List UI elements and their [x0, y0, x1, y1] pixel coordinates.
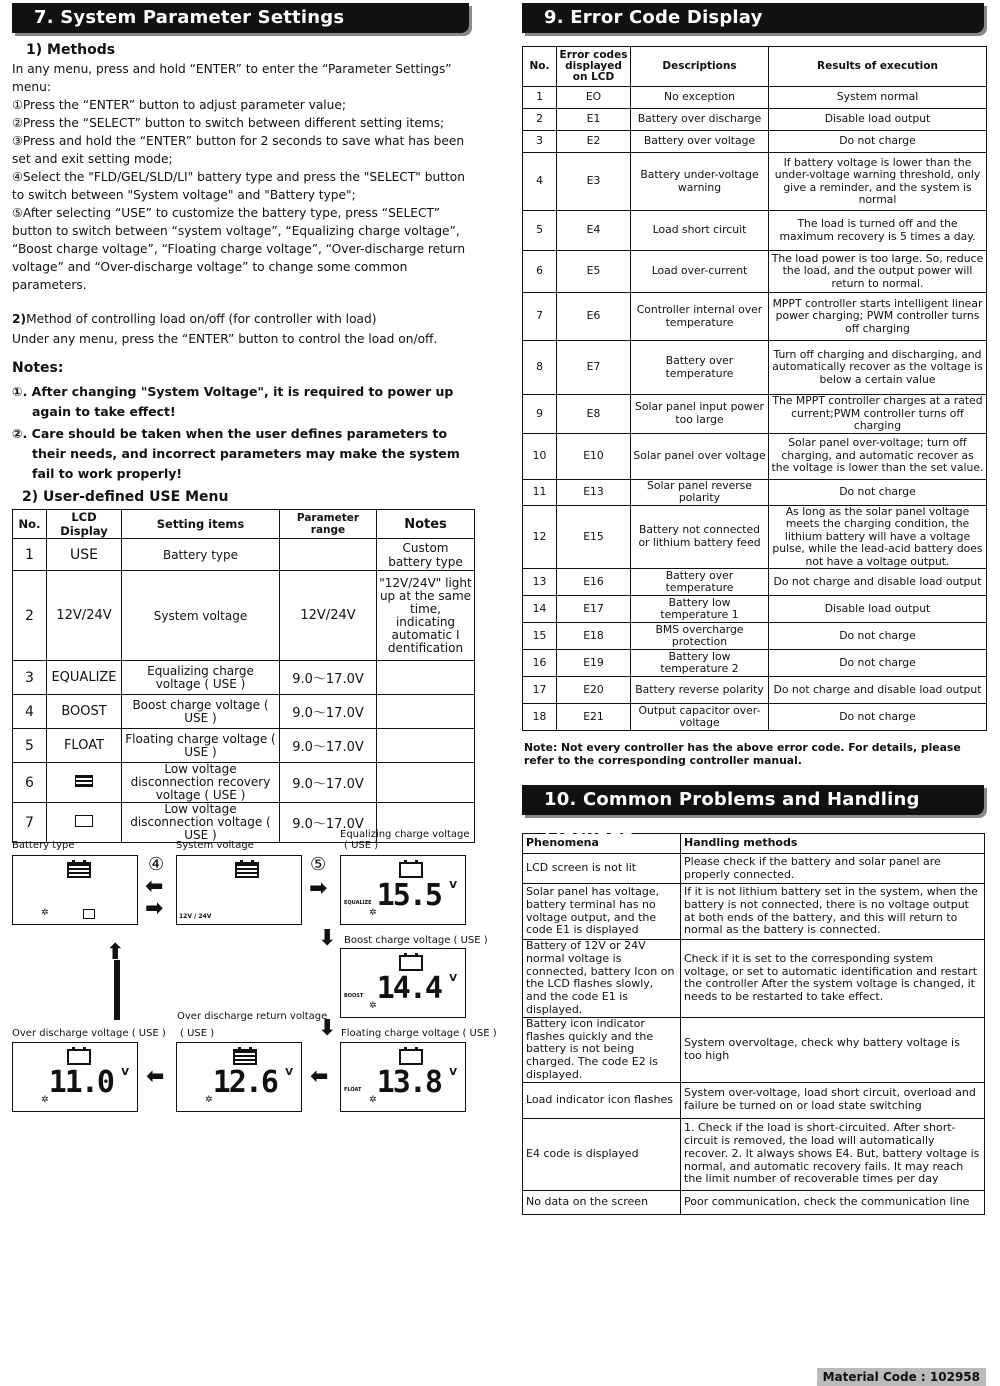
- cell-no: 13: [523, 569, 557, 596]
- cell-no: 8: [523, 341, 557, 395]
- method2-text: Under any menu, press the “ENTER” button to control the load on/off.: [12, 332, 438, 346]
- cell-code: E5: [557, 251, 631, 293]
- value-over-return: 12.6: [212, 1065, 277, 1100]
- cell-range: [280, 539, 377, 571]
- cell-handling: System overvoltage, check why battery voltage is too high: [681, 1017, 985, 1082]
- cell-code: EO: [557, 87, 631, 109]
- cell-result: The load is turned off and the maximum recovery is 5 times a day.: [769, 211, 987, 251]
- cell-code: E16: [557, 569, 631, 596]
- cell-handling: System over-voltage, load short circuit, overload and failure be turned on or load state switching: [681, 1082, 985, 1118]
- sun-icon: ✲: [41, 1095, 49, 1105]
- table-row: [523, 251, 987, 293]
- eq-lcd-text: EQUALIZE: [344, 900, 372, 906]
- cell-handling: If it is not lithium battery set in the system, when the battery is not connected, there is no voltage output at both ends of the battery, and this will return to normal as the battery is connected.: [681, 884, 985, 940]
- cell-no: 10: [523, 433, 557, 479]
- cell-code: E10: [557, 433, 631, 479]
- label-system-voltage: System voltage: [176, 840, 254, 851]
- table-row: [13, 539, 475, 571]
- cell-handling: Please check if the battery and solar panel are properly connected.: [681, 854, 985, 884]
- method2-number: 2): [12, 312, 27, 326]
- methods-line: ②Press the “SELECT” button to switch between different setting items;: [12, 116, 445, 130]
- table-row: [523, 650, 987, 677]
- table-row: [523, 704, 987, 731]
- cell-no: 4: [523, 153, 557, 211]
- cell-result: Solar panel over-voltage; turn off charging, and automatic recover as the voltage is lower than the set value.: [769, 433, 987, 479]
- table-row: [523, 433, 987, 479]
- cell-phenomena: LCD screen is not lit: [523, 854, 681, 884]
- table-row: [523, 1118, 985, 1190]
- lcd-system-voltage: [176, 855, 302, 925]
- cell-no: 9: [523, 395, 557, 434]
- cell-description: Solar panel over voltage: [631, 433, 769, 479]
- cell-description: No exception: [631, 87, 769, 109]
- value-boost: 14.4: [376, 971, 441, 1006]
- table-row: [523, 505, 987, 569]
- cell-note: [377, 763, 475, 803]
- value-over-discharge: 11.0: [48, 1065, 113, 1100]
- note-item: ①. After changing "System Voltage", it is required to power up again to take effect!: [12, 384, 454, 419]
- cell-range: 9.0～17.0V: [280, 729, 377, 763]
- table-row: [523, 884, 985, 940]
- battery-icon: [399, 955, 423, 971]
- step5-marker: ⑤: [310, 854, 327, 875]
- cell-handling: Check if it is set to the corresponding system voltage, or set to automatic identification and restart the controller After the system voltage is changed, it needs to be restarted to take effect.: [681, 940, 985, 1018]
- arrow-left-icon: ⬅: [310, 1064, 329, 1089]
- cell-item: Boost charge voltage ( USE ): [122, 695, 280, 729]
- section9-title: 9. Error Code Display: [522, 3, 984, 33]
- use-box-icon: [83, 909, 95, 919]
- cell-lcd: EQUALIZE: [47, 661, 122, 695]
- table-row: [523, 211, 987, 251]
- label-floating: Floating charge voltage ( USE ): [341, 1028, 497, 1039]
- cell-description: Battery not connected or lithium battery feed: [631, 505, 769, 569]
- cell-lcd: FLOAT: [47, 729, 122, 763]
- cell-note: Custom battery type: [377, 539, 475, 571]
- arrow-left-icon: ⬅: [146, 1064, 165, 1089]
- table-row: [523, 109, 987, 131]
- sun-icon: ✲: [369, 908, 377, 918]
- cell-code: E6: [557, 293, 631, 341]
- cell-result: Turn off charging and discharging, and automatically recover as the voltage is below a certain value: [769, 341, 987, 395]
- methods-text: [12, 60, 474, 294]
- table-row: [13, 763, 475, 803]
- label-equalizing: Equalizing charge voltage: [340, 829, 470, 840]
- battery-icon: [67, 862, 91, 878]
- error-code-rows: [523, 87, 987, 731]
- battery-full-icon: [47, 763, 122, 803]
- material-code-value: 102958: [929, 1370, 980, 1384]
- cell-description: Controller internal over temperature: [631, 293, 769, 341]
- cell-no: 3: [523, 131, 557, 153]
- arrow-up-icon: ⬆: [106, 940, 125, 965]
- cell-no: 11: [523, 479, 557, 505]
- cell-lcd: BOOST: [47, 695, 122, 729]
- methods-title: 1) Methods: [26, 42, 116, 58]
- notes-title: Notes:: [12, 360, 64, 376]
- cell-result: System normal: [769, 87, 987, 109]
- col-header: Phenomena: [523, 834, 681, 854]
- material-code-label: Material Code :: [822, 1370, 926, 1384]
- section7-title: 7. System Parameter Settings: [12, 3, 469, 33]
- method2-title-text: Method of controlling load on/off (for controller with load): [26, 312, 377, 326]
- arrow-right-icon: ➡: [145, 896, 164, 921]
- cell-code: E13: [557, 479, 631, 505]
- col-header: Notes: [377, 510, 475, 539]
- cell-no: 15: [523, 623, 557, 650]
- table-row: [523, 1082, 985, 1118]
- cell-lcd: USE: [47, 539, 122, 571]
- methods-line: ①Press the “ENTER” button to adjust parameter value;: [12, 98, 347, 112]
- cell-item: Equalizing charge voltage ( USE ): [122, 661, 280, 695]
- left-column: [12, 0, 477, 843]
- table-row: [523, 854, 985, 884]
- cell-description: Battery low temperature 1: [631, 596, 769, 623]
- menu-title: 2) User-defined USE Menu: [22, 489, 229, 505]
- cell-range: 12V/24V: [280, 571, 377, 661]
- cell-code: E18: [557, 623, 631, 650]
- cell-description: Battery over temperature: [631, 341, 769, 395]
- cell-result: Do not charge: [769, 131, 987, 153]
- cell-result: Disable load output: [769, 109, 987, 131]
- col-header: No.: [13, 510, 47, 539]
- table-row: [523, 479, 987, 505]
- cell-result: The load power is too large. So, reduce the load, and the output power will return to normal.: [769, 251, 987, 293]
- cell-description: Solar panel input power too large: [631, 395, 769, 434]
- cell-item: System voltage: [122, 571, 280, 661]
- method2-title: [12, 310, 477, 328]
- col-header: Parameter range: [280, 510, 377, 539]
- cell-code: E20: [557, 677, 631, 704]
- cell-no: 5: [13, 729, 47, 763]
- cell-no: 17: [523, 677, 557, 704]
- unit-v: V: [121, 1067, 129, 1078]
- cell-description: Battery over discharge: [631, 109, 769, 131]
- cell-note: [377, 729, 475, 763]
- cell-no: 4: [13, 695, 47, 729]
- section10-title: 10. Common Problems and Handling Methods: [522, 785, 984, 815]
- step4-marker: ④: [148, 854, 165, 875]
- cell-description: Load short circuit: [631, 211, 769, 251]
- cell-description: Battery over temperature: [631, 569, 769, 596]
- table-row: [523, 153, 987, 211]
- label-boost: Boost charge voltage ( USE ): [344, 935, 488, 946]
- cell-code: E7: [557, 341, 631, 395]
- material-code: [817, 1368, 986, 1386]
- cell-no: 2: [13, 571, 47, 661]
- battery-icon: [67, 1049, 91, 1065]
- col-header: No.: [523, 47, 557, 87]
- notes-list: [12, 382, 474, 484]
- value-equalizing: 15.5: [376, 878, 441, 913]
- cell-result: Do not charge and disable load output: [769, 677, 987, 704]
- sun-icon: ✲: [205, 1095, 213, 1105]
- label-battery-type: Battery type: [12, 840, 75, 851]
- sysv-lcd-text: 12V / 24V: [179, 913, 212, 920]
- cell-code: E19: [557, 650, 631, 677]
- cell-description: Battery low temperature 2: [631, 650, 769, 677]
- table-row: [523, 596, 987, 623]
- sun-icon: ✲: [369, 1095, 377, 1105]
- cell-result: Do not charge: [769, 479, 987, 505]
- cell-result: As long as the solar panel voltage meets the charging condition, the lithium battery will have a voltage pulse, while the lead-acid battery does not have a voltage output.: [769, 505, 987, 569]
- battery-icon: [233, 1049, 257, 1065]
- cell-handling: Poor communication, check the communication line: [681, 1190, 985, 1214]
- cell-range: 9.0～17.0V: [280, 661, 377, 695]
- battery-icon: [399, 862, 423, 878]
- cell-result: The MPPT controller charges at a rated current;PWM controller turns off charging: [769, 395, 987, 434]
- unit-v: V: [449, 1067, 457, 1078]
- cell-item: Low voltage disconnection recovery voltage ( USE ): [122, 763, 280, 803]
- sun-icon: ✲: [369, 1001, 377, 1011]
- cell-description: BMS overcharge protection: [631, 623, 769, 650]
- note-item: ②. Care should be taken when the user defines parameters to their needs, and incorrect parameters may make the system fail to work properly!: [12, 426, 460, 481]
- col-header: LCD Display: [47, 510, 122, 539]
- cell-no: 7: [523, 293, 557, 341]
- arrow-down-icon: ⬇: [318, 1016, 337, 1041]
- cell-no: 1: [523, 87, 557, 109]
- cell-phenomena: No data on the screen: [523, 1190, 681, 1214]
- cell-no: 12: [523, 505, 557, 569]
- cell-lcd: 12V/24V: [47, 571, 122, 661]
- problems-rows: [523, 854, 985, 1215]
- float-lcd-text: FLOAT: [344, 1087, 362, 1093]
- table-row: [523, 623, 987, 650]
- cell-description: Battery under-voltage warning: [631, 153, 769, 211]
- lcd-battery-type: [12, 855, 138, 925]
- cell-range: 9.0～17.0V: [280, 763, 377, 803]
- table-row: [523, 293, 987, 341]
- right-column: [522, 0, 988, 1215]
- cell-result: Do not charge and disable load output: [769, 569, 987, 596]
- cell-phenomena: Load indicator icon flashes: [523, 1082, 681, 1118]
- cell-code: E17: [557, 596, 631, 623]
- error-code-note: Note: Not every controller has the above error code. For details, please refer to the corresponding controller manual.: [524, 741, 961, 767]
- battery-empty-icon: [47, 803, 122, 843]
- sun-icon: ✲: [41, 908, 49, 918]
- methods-line: ⑤After selecting “USE” to customize the battery type, press “SELECT” button to switch between “system voltage”, “Equalizing charge voltage”, “Boost charge voltage”, “Floating charge voltage”, “Over-discharge return voltage” and “Over-discharge voltage” to change some common parameters.: [12, 206, 466, 292]
- cell-no: 5: [523, 211, 557, 251]
- battery-icon: [235, 862, 259, 878]
- lcd-equalizing: [340, 855, 466, 925]
- table-row: [523, 569, 987, 596]
- cell-result: Disable load output: [769, 596, 987, 623]
- cell-code: E15: [557, 505, 631, 569]
- cell-result: Do not charge: [769, 623, 987, 650]
- problems-table: [522, 833, 985, 1215]
- table-row: [13, 571, 475, 661]
- cell-result: If battery voltage is lower than the under-voltage warning threshold, only give a reminder, and the system is normal: [769, 153, 987, 211]
- cell-description: Battery reverse polarity: [631, 677, 769, 704]
- cell-note: [377, 695, 475, 729]
- arrow-right-icon: ➡: [309, 876, 328, 901]
- boost-lcd-text: BOOST: [344, 993, 364, 999]
- table-row: [523, 940, 985, 1018]
- cell-no: 16: [523, 650, 557, 677]
- cell-result: MPPT controller starts intelligent linear power charging; PWM controller turns off charging: [769, 293, 987, 341]
- cell-handling: 1. Check if the load is short-circuited. After short-circuit is removed, the load will automatically recover. 2. It always shows E4. But, battery voltage is normal, and automatic recovery fails. It may reach the limit number of recoverable times per day: [681, 1118, 985, 1190]
- col-header: Descriptions: [631, 47, 769, 87]
- cell-code: E8: [557, 395, 631, 434]
- lcd-over-discharge: [12, 1042, 138, 1112]
- col-header: Error codes displayed on LCD: [557, 47, 631, 87]
- table-row: [523, 341, 987, 395]
- label-over-discharge: Over discharge voltage ( USE ): [12, 1028, 166, 1039]
- table-row: [523, 87, 987, 109]
- cell-result: Do not charge: [769, 650, 987, 677]
- lcd-over-return: [176, 1042, 302, 1112]
- arrow-up-line-icon: [114, 960, 120, 1020]
- table-row: [13, 729, 475, 763]
- cell-note: "12V/24V" light up at the same time, indicating automatic I dentification: [377, 571, 475, 661]
- cell-no: 1: [13, 539, 47, 571]
- battery-icon: [399, 1049, 423, 1065]
- table-row: [523, 395, 987, 434]
- table-row: [523, 1190, 985, 1214]
- label-over-return-use: ( USE ): [180, 1028, 215, 1039]
- table-row: [523, 131, 987, 153]
- cell-note: [377, 661, 475, 695]
- table-row: [523, 677, 987, 704]
- cell-code: E1: [557, 109, 631, 131]
- cell-code: E2: [557, 131, 631, 153]
- use-menu-table: [12, 509, 475, 843]
- methods-line: ③Press and hold the “ENTER” button for 2 seconds to save what has been set and exit setting mode;: [12, 134, 465, 166]
- cell-no: 7: [13, 803, 47, 843]
- cell-range: 9.0～17.0V: [280, 695, 377, 729]
- label-over-return: Over discharge return voltage: [177, 1011, 328, 1022]
- cell-no: 18: [523, 704, 557, 731]
- cell-description: Battery over voltage: [631, 131, 769, 153]
- col-header: Setting items: [122, 510, 280, 539]
- unit-v: V: [285, 1067, 293, 1078]
- cell-code: E3: [557, 153, 631, 211]
- lcd-floating: [340, 1042, 466, 1112]
- cell-item: Floating charge voltage ( USE ): [122, 729, 280, 763]
- cell-phenomena: E4 code is displayed: [523, 1118, 681, 1190]
- arrow-left-icon: ⬅: [145, 874, 164, 899]
- table-row: [523, 1017, 985, 1082]
- cell-range: 9.0～17.0V: [280, 803, 377, 843]
- arrow-down-icon: ⬇: [318, 926, 337, 951]
- cell-no: 3: [13, 661, 47, 695]
- cell-item: Low voltage disconnection voltage ( USE ): [122, 803, 280, 843]
- cell-no: 2: [523, 109, 557, 131]
- label-equalizing-use: ( USE ): [344, 840, 379, 851]
- cell-no: 14: [523, 596, 557, 623]
- value-floating: 13.8: [376, 1065, 441, 1100]
- cell-no: 6: [13, 763, 47, 803]
- cell-description: Output capacitor over-voltage: [631, 704, 769, 731]
- col-header: Results of execution: [769, 47, 987, 87]
- methods-line: In any menu, press and hold “ENTER” to enter the “Parameter Settings” menu:: [12, 62, 452, 94]
- cell-code: E4: [557, 211, 631, 251]
- table-row: [13, 661, 475, 695]
- cell-phenomena: Battery icon indicator flashes quickly and the battery is not being charged. The code E2 is displayed.: [523, 1017, 681, 1082]
- table-row: [13, 695, 475, 729]
- methods-line: ④Select the "FLD/GEL/SLD/LI" battery type and press the "SELECT" button to switch between "System voltage" and "Battery type";: [12, 170, 465, 202]
- cell-phenomena: Battery of 12V or 24V normal voltage is connected, battery Icon on the LCD flashes slowly, and the code E1 is displayed.: [523, 940, 681, 1018]
- cell-description: Load over-current: [631, 251, 769, 293]
- lcd-boost: [340, 948, 466, 1018]
- col-header: Handling methods: [681, 834, 985, 854]
- cell-description: Solar panel reverse polarity: [631, 479, 769, 505]
- unit-v: V: [449, 973, 457, 984]
- cell-item: Battery type: [122, 539, 280, 571]
- cell-code: E21: [557, 704, 631, 731]
- cell-phenomena: Solar panel has voltage, battery terminal has no voltage output, and the code E1 is displayed: [523, 884, 681, 940]
- cell-result: Do not charge: [769, 704, 987, 731]
- unit-v: V: [449, 880, 457, 891]
- error-code-table: [522, 46, 987, 731]
- cell-no: 6: [523, 251, 557, 293]
